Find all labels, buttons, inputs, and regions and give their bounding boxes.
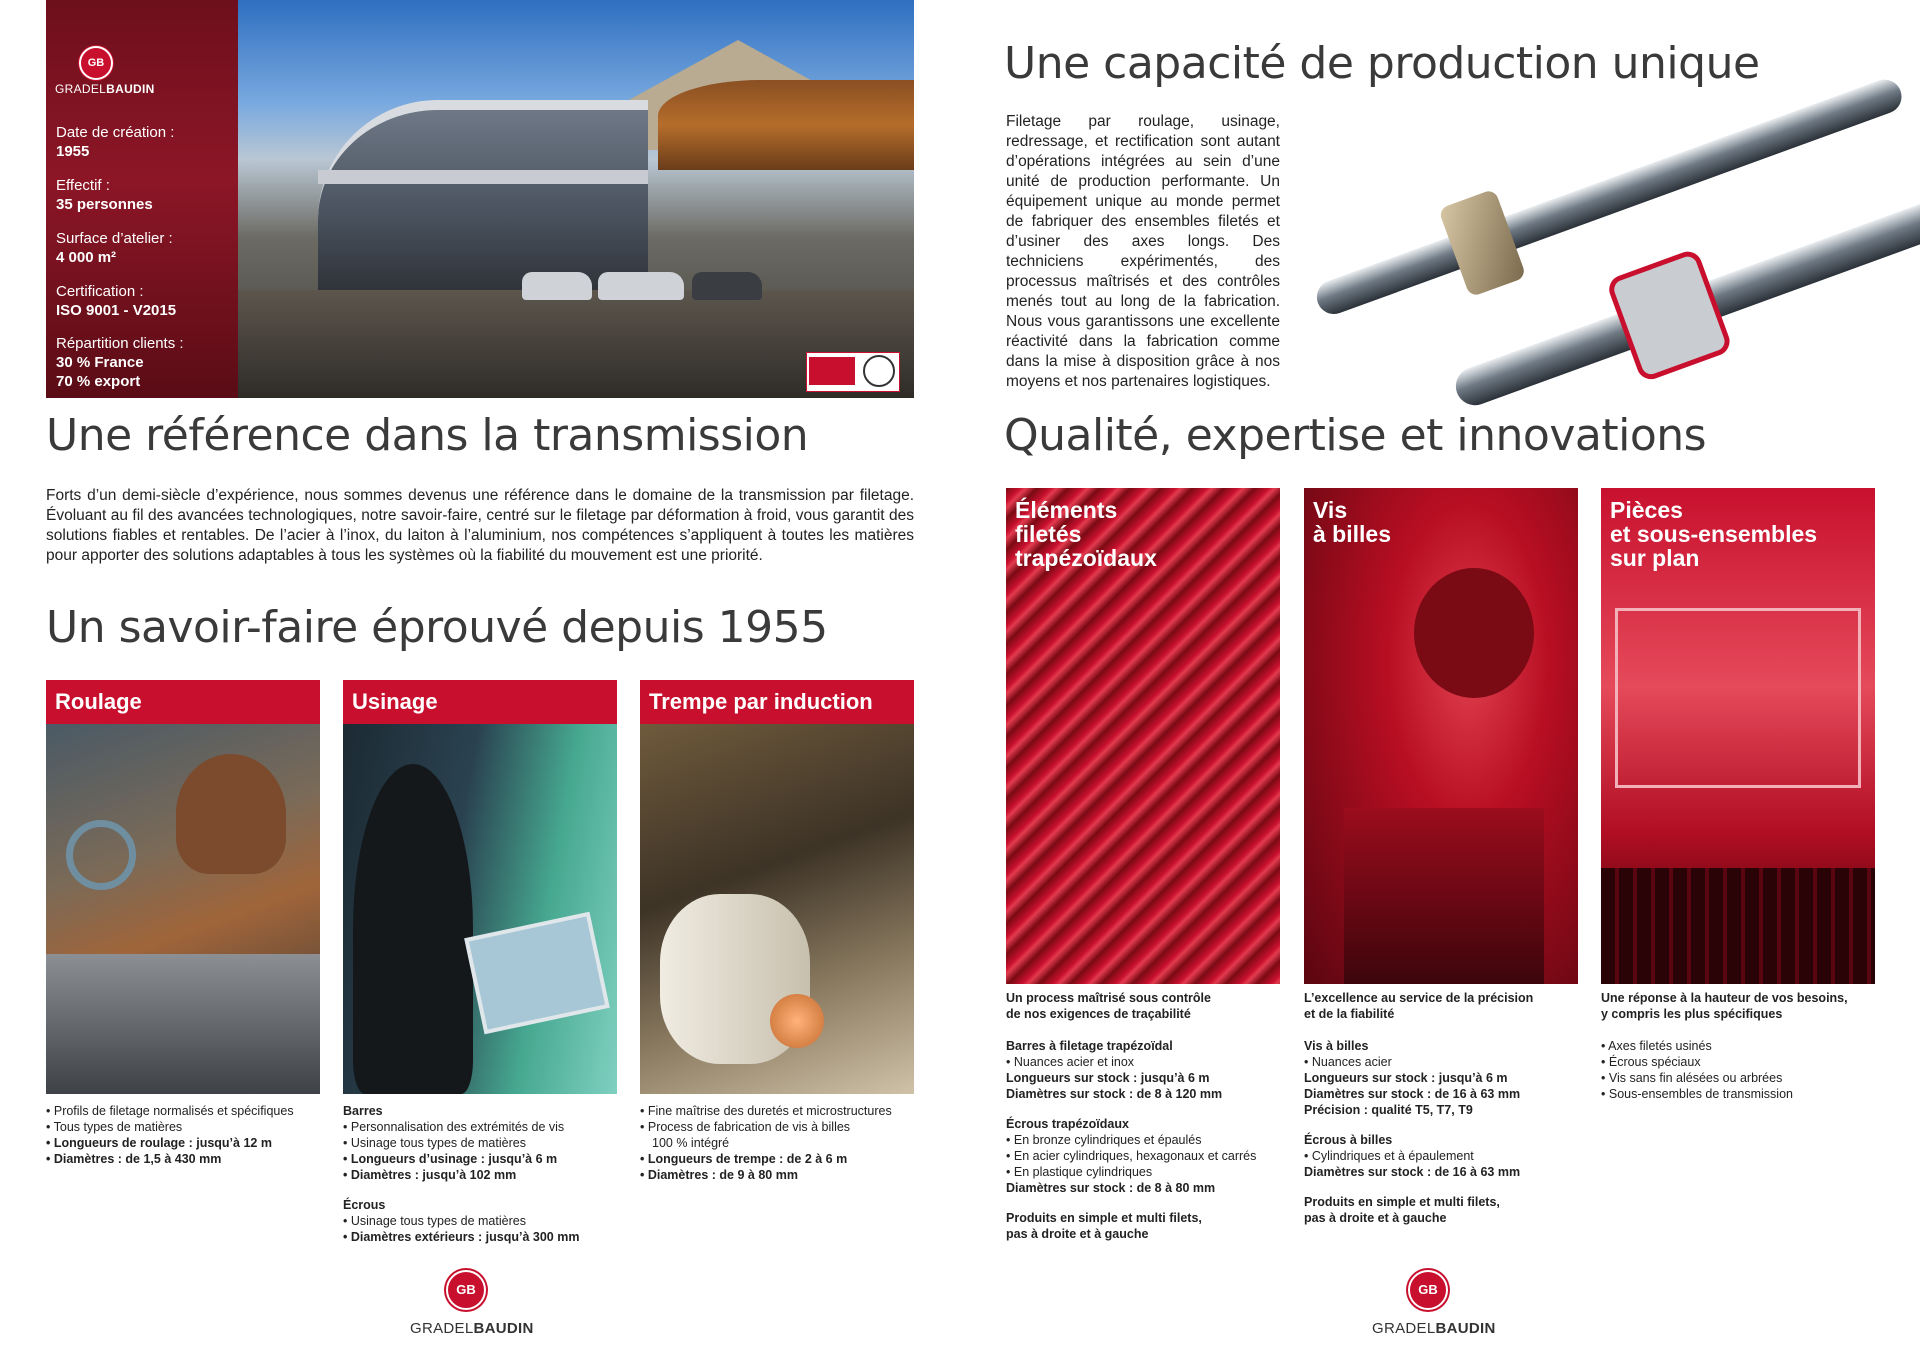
list-item: Écrous [343,1198,386,1212]
custom-parts-list [1601,990,1848,1022]
list-item: • Cylindriques et à épaulement [1304,1148,1520,1164]
list-item: • Axes filetés usinés [1601,1038,1793,1054]
usinage-list [343,1103,579,1245]
ballscrew-photo [1300,50,1920,410]
fact-client-split: Répartition clients : 30 % France 70 % export [56,335,184,390]
list-item: 100 % intégré [652,1136,730,1150]
list-item: • Vis sans fin alésées ou arbrées [1601,1070,1793,1086]
list-item: Précision : qualité T5, T7, T9 [1304,1103,1473,1117]
brand-wordmark: GRADELBAUDIN [55,82,155,96]
certification-badge-icon [806,352,900,392]
list-item: Écrous trapézoïdaux [1006,1117,1129,1131]
list-item: • Nuances acier et inox [1006,1054,1256,1070]
glowing-part-shape [770,994,824,1048]
list-item: • Nuances acier [1304,1054,1520,1070]
card-title-roulage: Roulage [46,680,320,724]
company-facts-panel [46,0,238,398]
list-item: • En plastique cylindriques [1006,1164,1256,1180]
list-item: Produits en simple et multi filets, [1006,1211,1202,1225]
car-shape [598,272,684,300]
fact-creation-date: Date de création : 1955 [56,124,175,160]
trempe-list [640,1103,892,1183]
control-screen-shape [464,912,610,1034]
brand-logo-badge: GB [79,46,113,80]
list-item: • Longueurs d’usinage : jusqu’à 6 m [343,1151,579,1167]
product-panel-custom-parts [1601,488,1875,984]
list-item: Écrous à billes [1304,1133,1393,1147]
list-item: Barres [343,1104,383,1118]
list-item: • En bronze cylindriques et épaulés [1006,1132,1256,1148]
list-item: pas à droite et à gauche [1006,1227,1149,1241]
building-shape [318,100,648,300]
list-item: • Fine maîtrise des duretés et microstructures [640,1103,892,1119]
handwheel-shape [66,820,136,890]
footer-logo-right [1372,1270,1496,1340]
trempe-photo [640,724,914,1094]
list-item: • Longueurs de trempe : de 2 à 6 m [640,1151,892,1167]
product-subtitle-line: Une réponse à la hauteur de vos besoins, [1601,991,1848,1005]
quality-title: Qualité, expertise et innovations [1004,410,1707,461]
reference-title: Une référence dans la transmission [46,410,809,461]
list-item: Longueurs sur stock : jusqu’à 6 m [1006,1071,1210,1085]
product-title-trapezoidal: Éléments filetés trapézoïdaux [1015,497,1157,571]
list-spacer [1006,1102,1256,1116]
list-spacer [1304,1118,1520,1132]
machine-shape [46,954,320,1094]
list-item: • Personnalisation des extrémités de vis [343,1119,579,1135]
drawing-screen-shape [1615,608,1861,788]
list-item: • Longueurs de roulage : jusqu’à 12 m [46,1135,294,1151]
list-spacer [343,1183,579,1197]
car-shape [692,272,762,300]
building-band [318,170,648,184]
technician-head-shape [1414,568,1534,698]
product-subtitle-line: y compris les plus spécifiques [1601,1007,1783,1021]
card-title-trempe: Trempe par induction [640,680,914,724]
reference-paragraph: Forts d’un demi-siècle d’expérience, nous sommes devenus une référence dans le domaine de la transmission par filetage. Évoluant au fil des avancées technologiques, notre savoir-faire, centré sur le filetage par déformation à froid, vous garantit des solutions fiables et rentables. De l’acier à l’inox, du laiton à l’aluminium, nos compétences s’appliquent à toutes les matières pour apporter des solutions adaptables à tous les systèmes où la fiabilité du mouvement est une priorité. [46,487,914,564]
list-spacer [1006,1196,1256,1210]
fact-headcount: Effectif : 35 personnes [56,177,153,213]
card-title-usinage: Usinage [343,680,617,724]
hero-banner [46,0,914,398]
product-panel-trapezoidal [1006,488,1280,984]
autumn-trees [658,80,914,170]
brand-wordmark: GRADELBAUDIN [1372,1320,1496,1337]
list-item: • Usinage tous types de matières [343,1213,579,1229]
list-item: • Sous-ensembles de transmission [1601,1086,1793,1102]
list-item: Diamètres sur stock : de 8 à 80 mm [1006,1181,1216,1195]
list-item: pas à droite et à gauche [1304,1211,1447,1225]
headquarters-photo [238,0,914,398]
fact-certification: Certification : ISO 9001 - V2015 [56,283,177,319]
product-subtitle-line: Un process maîtrisé sous contrôle [1006,991,1211,1005]
car-shape [522,272,592,300]
product-subtitle-line: L’excellence au service de la précision [1304,991,1534,1005]
product-panel-ballscrew [1304,488,1578,984]
list-item: • Diamètres : de 1,5 à 430 mm [46,1151,294,1167]
worker-shape [353,764,473,1094]
list-spacer [1304,1180,1520,1194]
list-item: • Écrous spéciaux [1601,1054,1793,1070]
workbench-shape [1344,808,1544,984]
custom-parts-specs [1601,1038,1793,1102]
capacity-title: Une capacité de production unique [1004,38,1760,89]
worker-shape [176,754,286,874]
usinage-photo [343,724,617,1094]
list-item: • Tous types de matières [46,1119,294,1135]
list-item: Produits en simple et multi filets, [1304,1195,1500,1209]
product-title-custom-parts: Pièces et sous-ensembles sur plan [1610,497,1818,571]
list-item: Longueurs sur stock : jusqu’à 6 m [1304,1071,1508,1085]
brand-logo-badge: GB [446,1270,486,1310]
list-item: • Diamètres extérieurs : jusqu’à 300 mm [343,1229,579,1245]
savoir-faire-title: Un savoir-faire éprouvé depuis 1955 [46,602,828,653]
product-title-ballscrew: Vis à billes [1313,497,1391,547]
list-item: • En acier cylindriques, hexagonaux et carrés [1006,1148,1256,1164]
brand-logo-badge: GB [1408,1270,1448,1310]
roulage-list [46,1103,294,1167]
roulage-photo [46,724,320,1094]
brand-wordmark: GRADELBAUDIN [410,1320,534,1337]
list-item: • Profils de filetage normalisés et spécifiques [46,1103,294,1119]
list-item: Vis à billes [1304,1039,1369,1053]
trapezoidal-specs [1006,1038,1256,1242]
footer-logo-left [410,1270,534,1340]
capacity-paragraph: Filetage par roulage, usinage, redressage, et rectification sont autant d’opérations intégrées au sein d’une unité de production performante. Un équipement unique au monde permet de fabriquer des ensembles filetés et d’usiner des axes longs. Des techniciens expérimentés, des processus maîtrisés et des contrôles menés tout au long de la fabrication. Nous vous garantissons une excellente réactivité dans la fabrication comme dans la mise à disposition grâce à nos moyens et nos partenaires logistiques. [1006,113,1280,390]
ballscrew-illustration [1300,50,1920,410]
product-subtitle-line: de nos exigences de traçabilité [1006,1007,1191,1021]
ballscrew-list [1304,990,1533,1022]
product-subtitle-line: et de la fiabilité [1304,1007,1395,1021]
list-item: • Usinage tous types de matières [343,1135,579,1151]
trapezoidal-list [1006,990,1211,1036]
list-item: Diamètres sur stock : de 16 à 63 mm [1304,1165,1521,1179]
keyboard-shape [1601,868,1875,984]
list-item: • Diamètres : jusqu’à 102 mm [343,1167,579,1183]
list-item: • Process de fabrication de vis à billes [640,1119,892,1135]
list-item: Diamètres sur stock : de 16 à 63 mm [1304,1087,1521,1101]
list-item: Barres à filetage trapézoïdal [1006,1039,1173,1053]
ballscrew-specs [1304,1038,1520,1226]
list-item: Diamètres sur stock : de 8 à 120 mm [1006,1087,1223,1101]
list-item: • Diamètres : de 9 à 80 mm [640,1167,892,1183]
fact-workshop-area: Surface d’atelier : 4 000 m² [56,230,173,266]
